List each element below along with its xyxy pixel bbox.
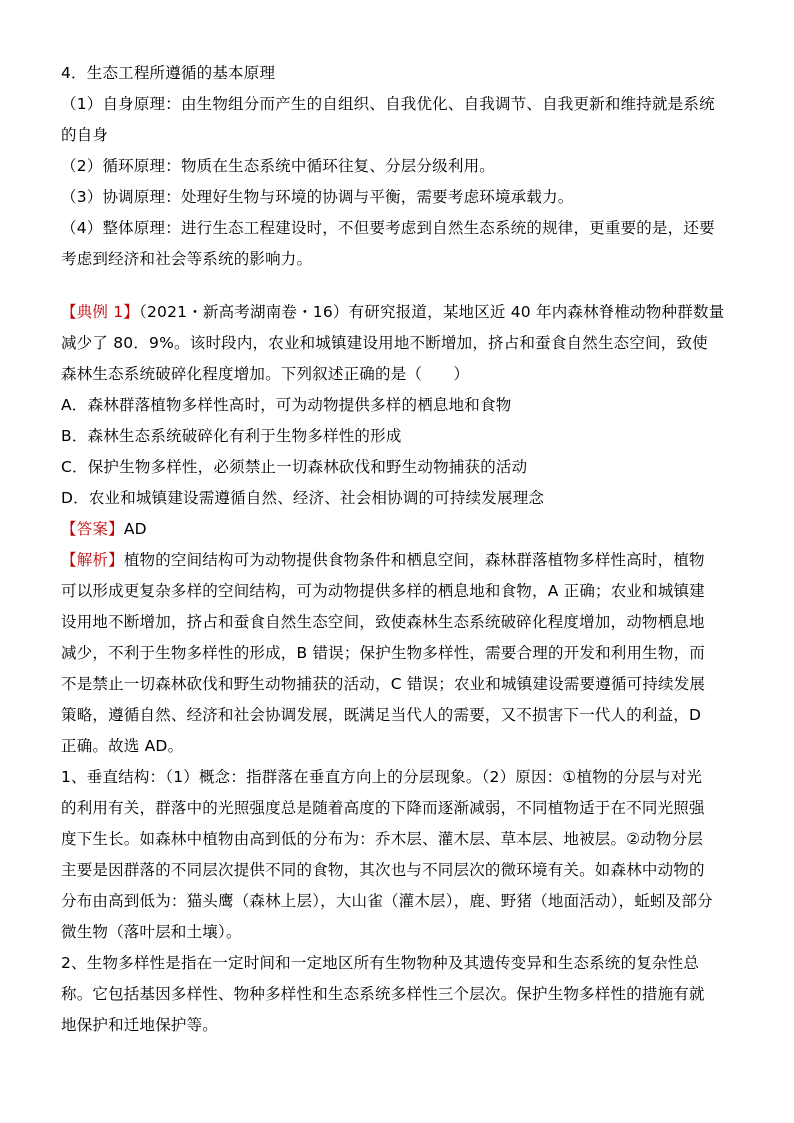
principles-section — [61, 58, 741, 275]
note-2-line-1: 2、生物多样性是指在一定时间和一定地区所有生物物种及其遗传变异和生态系统的复杂性总 — [61, 954, 700, 972]
option-a: A．森林群落植物多样性高时，可为动物提供多样的栖息地和食物 — [61, 396, 512, 414]
example-stem-line-3: 森林生态系统破碎化程度增加。下列叙述正确的是（ ） — [61, 365, 470, 383]
notes-section — [61, 762, 741, 1041]
example-stem-text: （2021・新高考湖南卷・16）有研究报道，某地区近 40 年内森林脊椎动物种群数量 — [139, 303, 725, 321]
analysis-line-6: 策略，遵循自然、经济和社会协调发展，既满足当代人的需要，又不损害下一代人的利益，D — [61, 706, 702, 724]
note-1-line-3: 度下生长。如森林中植物由高到低的分布为：乔木层、灌木层、草本层、地被层。②动物分层 — [61, 830, 704, 848]
analysis-line-1 — [61, 545, 741, 576]
option-c: C．保护生物多样性，必须禁止一切森林砍伐和野生动物捕获的活动 — [61, 458, 528, 476]
note-1-line-1: 1、垂直结构：（1）概念：指群落在垂直方向上的分层现象。（2）原因：①植物的分层与对光 — [61, 768, 703, 786]
principles-heading: 4．生态工程所遵循的基本原理 — [61, 64, 276, 82]
principle-item-4-cont: 考虑到经济和社会等系统的影响力。 — [61, 250, 313, 268]
example-tag: 【典例 1】 — [61, 303, 139, 321]
answer-tag: 【答案】 — [61, 520, 124, 538]
principle-item-4: （4）整体原理：进行生态工程建设时，不但要考虑到自然生态系统的规律，更重要的是，还要 — [61, 219, 715, 237]
analysis-line-4: 减少，不利于生物多样性的形成，B 错误；保护生物多样性，需要合理的开发和利用生物，而 — [61, 644, 705, 662]
example-stem-line-1 — [61, 297, 741, 328]
analysis-line-2: 可以形成更复杂多样的空间结构，可为动物提供多样的栖息地和食物，A 正确；农业和城镇建 — [61, 582, 705, 600]
principle-item-3: （3）协调原理：处理好生物与环境的协调与平衡，需要考虑环境承载力。 — [61, 188, 574, 206]
note-1-line-2: 的利用有关，群落中的光照强度总是随着高度的下降而逐渐减弱，不同植物适于在不同光照强 — [61, 799, 705, 817]
analysis-text-1: 植物的空间结构可为动物提供食物条件和栖息空间，森林群落植物多样性高时，植物 — [123, 551, 705, 569]
analysis-line-3: 设用地不断增加，挤占和蚕食自然生态空间，致使森林生态系统破碎化程度增加，动物栖息地 — [61, 613, 705, 631]
example-section — [61, 297, 741, 514]
analysis-line-7: 正确。故选 AD。 — [61, 737, 184, 755]
option-d: D．农业和城镇建设需遵循自然、经济、社会相协调的可持续发展理念 — [61, 489, 545, 507]
principle-item-2: （2）循环原理：物质在生态系统中循环往复、分层分级利用。 — [61, 157, 495, 175]
principle-item-1: （1）自身原理：由生物组分而产生的自组织、自我优化、自我调节、自我更新和维持就是系统 — [61, 95, 715, 113]
document-page — [61, 58, 741, 1041]
section-spacer — [61, 275, 741, 297]
note-1-line-6: 微生物（落叶层和土壤）。 — [61, 923, 242, 941]
principle-item-1-cont: 的自身 — [61, 126, 109, 144]
analysis-section — [61, 545, 741, 762]
note-2-line-3: 地保护和迁地保护等。 — [61, 1016, 219, 1034]
note-2-line-2: 称。它包括基因多样性、物种多样性和生态系统多样性三个层次。保护生物多样性的措施有就 — [61, 985, 705, 1003]
example-stem-line-2: 减少了 80．9%。该时段内，农业和城镇建设用地不断增加，挤占和蚕食自然生态空间，致使 — [61, 334, 708, 352]
analysis-line-5: 不是禁止一切森林砍伐和野生动物捕获的活动，C 错误；农业和城镇建设需要遵循可持续发展 — [61, 675, 706, 693]
note-1-line-5: 分布由高到低为：猫头鹰（森林上层），大山雀（灌木层），鹿、野猪（地面活动），蚯蚓及部分 — [61, 892, 713, 910]
note-1-line-4: 主要是因群落的不同层次提供不同的食物，其次也与不同层次的微环境有关。如森林中动物的 — [61, 861, 705, 879]
answer-section — [61, 514, 741, 545]
answer-line — [61, 514, 741, 545]
answer-value: AD — [123, 520, 147, 538]
option-b: B．森林生态系统破碎化有利于生物多样性的形成 — [61, 427, 402, 445]
analysis-tag: 【解析】 — [61, 551, 124, 569]
